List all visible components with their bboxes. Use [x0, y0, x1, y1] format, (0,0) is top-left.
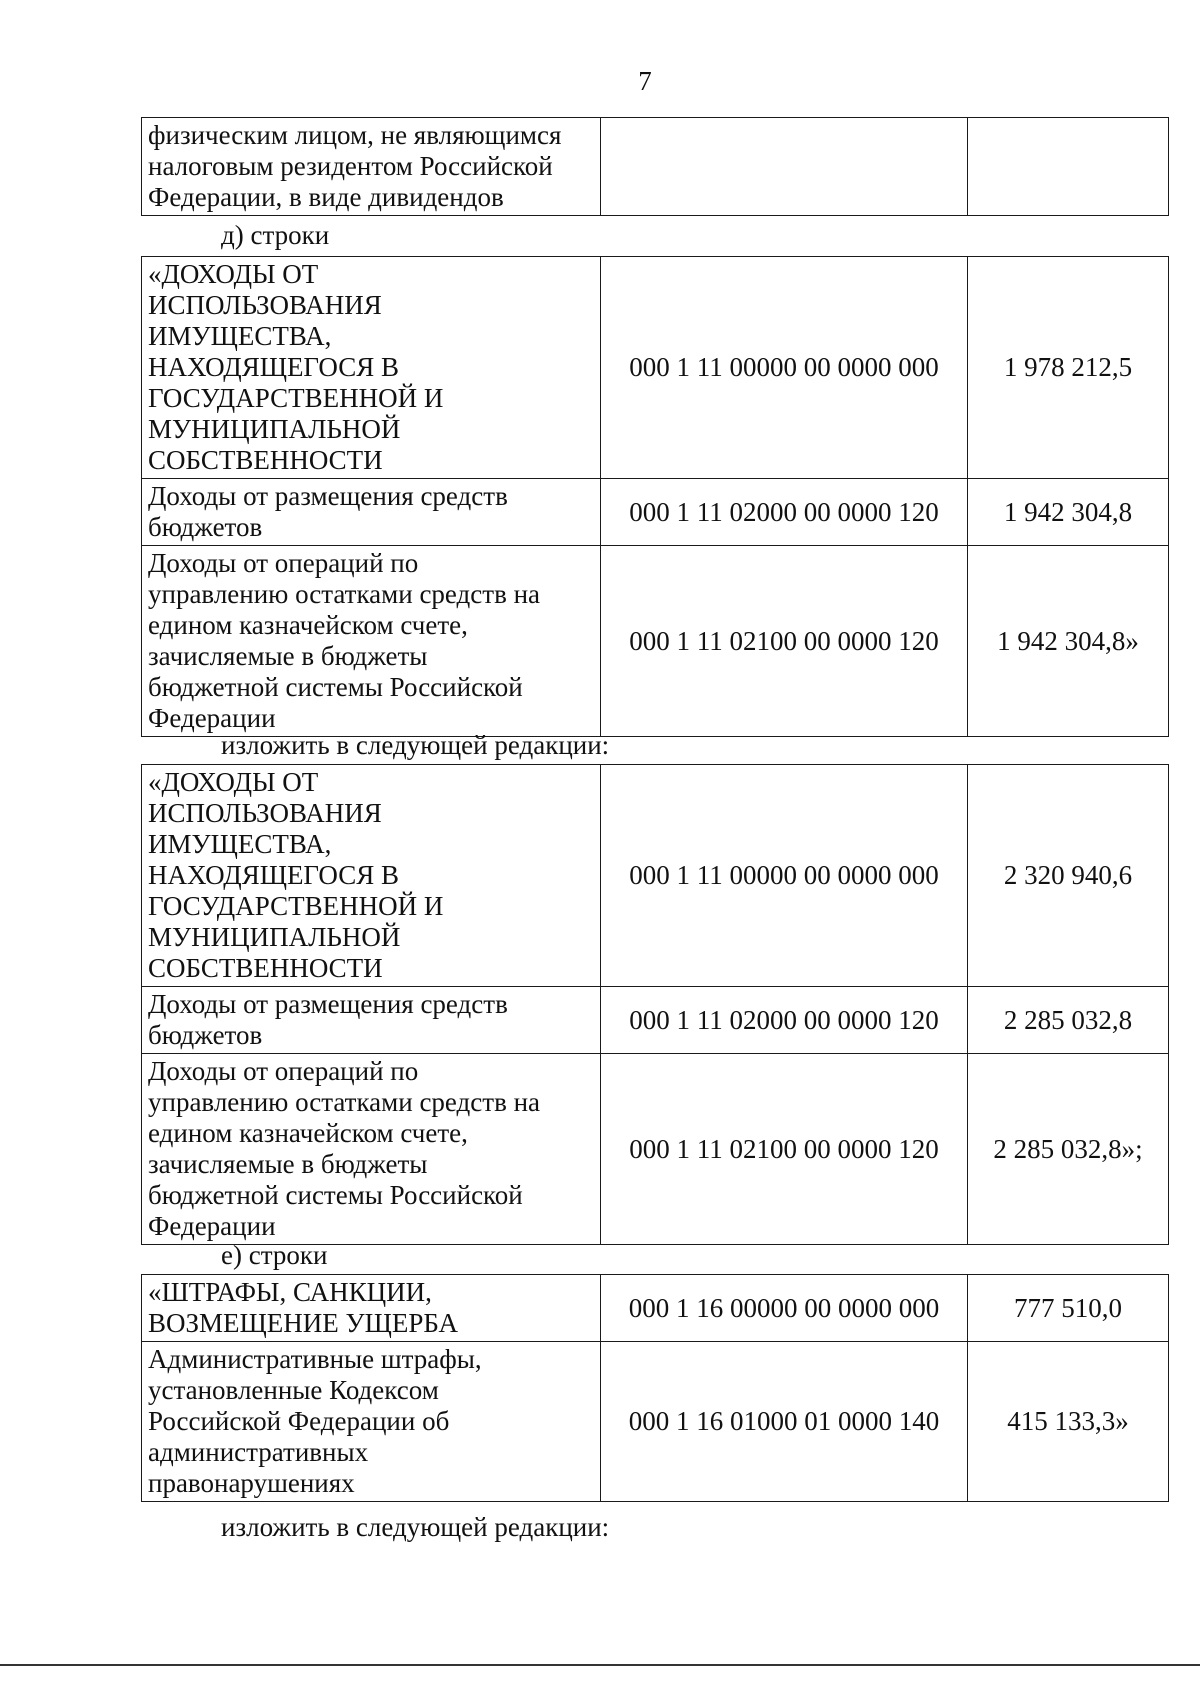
row-amount-cell: 1 942 304,8	[968, 479, 1169, 546]
row-name-line: Федерации	[148, 1211, 276, 1241]
row-name-line: Доходы от размещения средств	[148, 989, 508, 1019]
row-name-line: ИМУЩЕСТВА,	[148, 829, 332, 859]
row-name-line: МУНИЦИПАЛЬНОЙ	[148, 414, 401, 444]
row-name-line: Доходы от операций по	[148, 548, 419, 578]
row-amount-cell: 2 285 032,8	[968, 987, 1169, 1054]
caption-section-e: е) строки	[221, 1240, 328, 1270]
table-d-new	[141, 764, 1169, 1245]
row-name-line: НАХОДЯЩЕГОСЯ В	[148, 352, 399, 382]
row-code-cell: 000 1 11 02000 00 0000 120	[601, 987, 968, 1054]
table-row	[142, 1054, 1169, 1245]
table-row	[142, 1342, 1169, 1502]
row-name-cell	[142, 1342, 601, 1502]
row-name-cell	[142, 987, 601, 1054]
row-code-cell: 000 1 11 00000 00 0000 000	[601, 257, 968, 479]
row-code-cell: 000 1 11 00000 00 0000 000	[601, 765, 968, 987]
row-name-line: «ДОХОДЫ ОТ	[148, 767, 319, 797]
row-amount-cell: 2 320 940,6	[968, 765, 1169, 987]
row-amount-cell: 1 978 212,5	[968, 257, 1169, 479]
row-amount-cell: 777 510,0	[968, 1275, 1169, 1342]
row-name-line: зачисляемые в бюджеты	[148, 641, 428, 671]
row-name-line: ГОСУДАРСТВЕННОЙ И	[148, 383, 444, 413]
row-amount-cell: 1 942 304,8»	[968, 546, 1169, 737]
row-code-cell: 000 1 11 02100 00 0000 120	[601, 1054, 968, 1245]
table-row	[142, 118, 1169, 216]
row-name-line: бюджетной системы Российской	[148, 672, 523, 702]
row-amount-cell: 2 285 032,8»;	[968, 1054, 1169, 1245]
row-name-line: бюджетов	[148, 1020, 263, 1050]
row-name-line: «ДОХОДЫ ОТ	[148, 259, 319, 289]
page-number: 7	[638, 66, 652, 96]
table-e-old	[141, 1274, 1169, 1502]
row-name-line: правонарушениях	[148, 1468, 355, 1498]
row-name-line: ИСПОЛЬЗОВАНИЯ	[148, 798, 382, 828]
row-name-cell	[142, 1275, 601, 1342]
caption-section-d-new: изложить в следующей редакции:	[221, 730, 610, 760]
row-name-cell	[142, 479, 601, 546]
row-name-line: СОБСТВЕННОСТИ	[148, 445, 383, 475]
table-d-old	[141, 256, 1169, 737]
row-name-cell	[142, 546, 601, 737]
row-amount-cell: 415 133,3»	[968, 1342, 1169, 1502]
row-name-line: Федерации	[148, 703, 276, 733]
caption-section-e-new: изложить в следующей редакции:	[221, 1512, 610, 1542]
table-row	[142, 987, 1169, 1054]
row-name-cell	[142, 1054, 601, 1245]
row-name-cell	[142, 257, 601, 479]
row-name-line: МУНИЦИПАЛЬНОЙ	[148, 922, 401, 952]
row-name-cell	[142, 765, 601, 987]
row-name-line: едином казначейском счете,	[148, 610, 468, 640]
scan-border-line	[0, 1664, 1200, 1666]
row-name-line: ВОЗМЕЩЕНИЕ УЩЕРБА	[148, 1308, 459, 1338]
row-code-cell: 000 1 11 02100 00 0000 120	[601, 546, 968, 737]
row-name-line: бюджетов	[148, 512, 263, 542]
caption-section-d: д) строки	[221, 220, 330, 250]
row-name-line: ГОСУДАРСТВЕННОЙ И	[148, 891, 444, 921]
row-name-line: бюджетной системы Российской	[148, 1180, 523, 1210]
row-code-cell	[601, 118, 968, 216]
row-name-line: НАХОДЯЩЕГОСЯ В	[148, 860, 399, 890]
row-name-line: физическим лицом, не являющимся	[148, 120, 562, 150]
row-name-line: установленные Кодексом	[148, 1375, 439, 1405]
row-name-line: «ШТРАФЫ, САНКЦИИ,	[148, 1277, 432, 1307]
row-name-line: Административные штрафы,	[148, 1344, 482, 1374]
row-name-line: управлению остатками средств на	[148, 1087, 541, 1117]
row-name-line: налоговым резидентом Российской	[148, 151, 553, 181]
row-code-cell: 000 1 16 01000 01 0000 140	[601, 1342, 968, 1502]
table-row	[142, 257, 1169, 479]
row-name-line: административных	[148, 1437, 369, 1467]
row-amount-cell	[968, 118, 1169, 216]
row-name-line: ИСПОЛЬЗОВАНИЯ	[148, 290, 382, 320]
row-name-line: управлению остатками средств на	[148, 579, 541, 609]
row-name-line: зачисляемые в бюджеты	[148, 1149, 428, 1179]
table-top-continuation	[141, 117, 1169, 216]
row-code-cell: 000 1 11 02000 00 0000 120	[601, 479, 968, 546]
table-row	[142, 1275, 1169, 1342]
row-name-line: едином казначейском счете,	[148, 1118, 468, 1148]
row-name-line: Доходы от размещения средств	[148, 481, 508, 511]
row-code-cell: 000 1 16 00000 00 0000 000	[601, 1275, 968, 1342]
row-name-line: Доходы от операций по	[148, 1056, 419, 1086]
row-name-line: Федерации, в виде дивидендов	[148, 182, 504, 212]
table-row	[142, 765, 1169, 987]
table-row	[142, 479, 1169, 546]
row-name-cell	[142, 118, 601, 216]
row-name-line: Российской Федерации об	[148, 1406, 450, 1436]
row-name-line: ИМУЩЕСТВА,	[148, 321, 332, 351]
table-row	[142, 546, 1169, 737]
row-name-line: СОБСТВЕННОСТИ	[148, 953, 383, 983]
